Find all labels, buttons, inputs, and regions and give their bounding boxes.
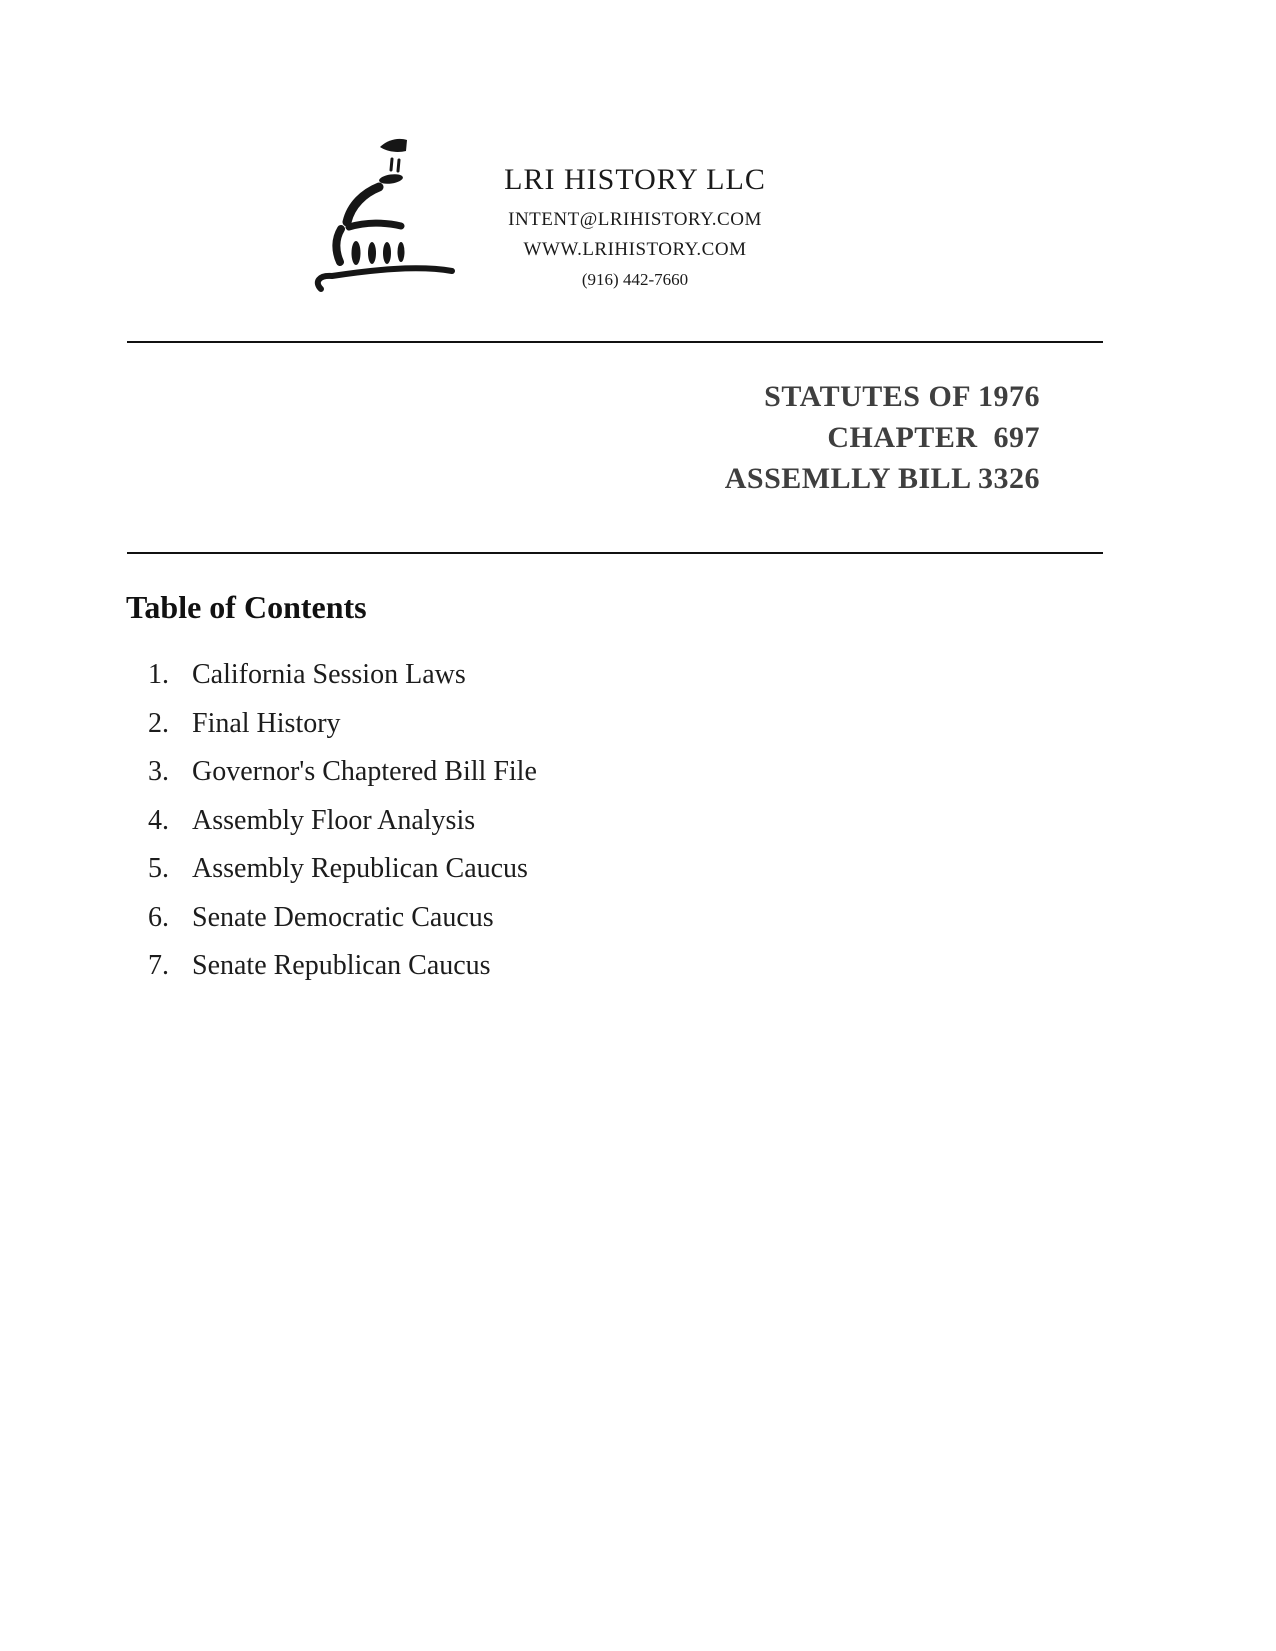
toc-item-number: 6. — [148, 901, 169, 933]
toc-item-number: 1. — [148, 659, 169, 690]
bill-title-block — [640, 376, 1040, 499]
toc-item-number: 7. — [148, 950, 169, 981]
toc-item-number: 2. — [148, 707, 169, 739]
letterhead — [460, 162, 810, 295]
toc-item-number: 3. — [148, 756, 169, 787]
toc-heading: Table of Contents — [126, 589, 367, 625]
toc-item — [148, 845, 537, 894]
chapter-number-line: CHAPTER 697 — [827, 421, 1040, 454]
divider-top — [127, 341, 1103, 343]
toc-item-number: 4. — [148, 804, 169, 836]
toc-item — [148, 942, 537, 991]
capitol-dome-icon — [292, 126, 472, 296]
toc-item-label: Assembly Floor Analysis — [192, 804, 476, 836]
toc-item-label: Assembly Republican Caucus — [192, 853, 528, 884]
company-name: LRI HISTORY LLC — [504, 163, 766, 196]
toc-item-label: Senate Republican Caucus — [192, 950, 491, 981]
toc-item-number: 5. — [148, 853, 169, 884]
toc-item — [148, 651, 537, 700]
company-website: WWW.LRIHISTORY.COM — [523, 239, 747, 260]
divider-bottom — [127, 552, 1103, 554]
company-phone: (916) 442-7660 — [581, 270, 689, 289]
toc-item — [148, 797, 537, 846]
company-email: INTENT@LRIHISTORY.COM — [508, 209, 762, 230]
toc-item-label: Senate Democratic Caucus — [192, 901, 494, 933]
toc-item — [148, 700, 537, 749]
toc-item — [148, 894, 537, 943]
statutes-year-line: STATUTES OF 1976 — [764, 380, 1040, 413]
toc-list — [148, 651, 537, 991]
capitol-dome-logo — [292, 126, 472, 296]
toc-item-label: Final History — [192, 707, 341, 739]
toc-item-label: California Session Laws — [192, 659, 466, 690]
assembly-bill-line: ASSEMLLY BILL 3326 — [724, 462, 1040, 495]
toc-item-label: Governor's Chaptered Bill File — [192, 756, 537, 787]
toc-item — [148, 748, 537, 797]
